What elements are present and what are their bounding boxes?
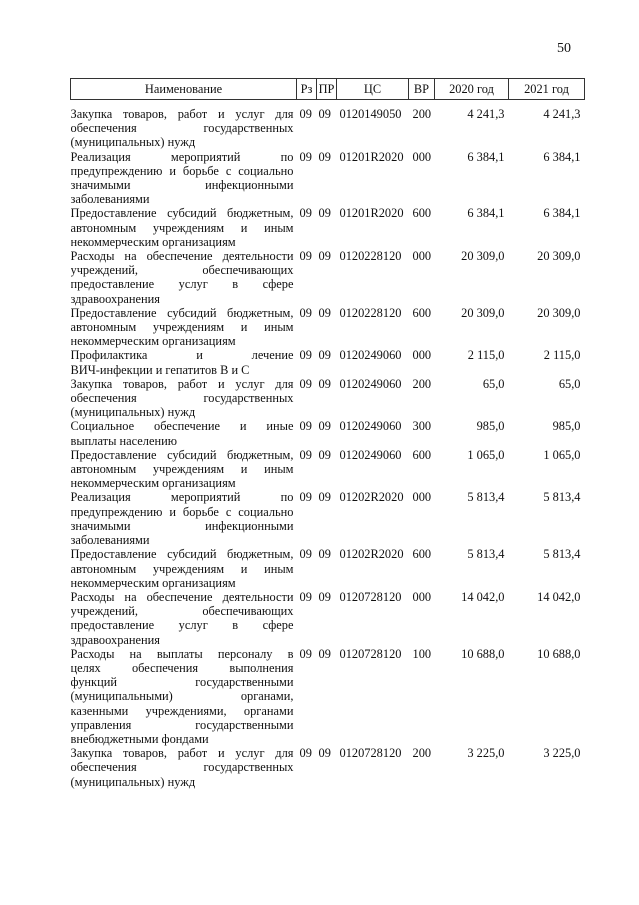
row-name-line: внебюджетными фондами bbox=[70, 731, 209, 746]
row-name bbox=[71, 547, 297, 590]
row-name-line: обеспечения государственных bbox=[70, 121, 294, 136]
row-cs: 0120249060 bbox=[339, 447, 402, 462]
row-name-line: Закупка товаров, работ и услуг для bbox=[70, 376, 294, 391]
row-rz: 09 bbox=[299, 419, 312, 434]
row-name bbox=[71, 490, 297, 547]
row-pr: 09 bbox=[318, 547, 331, 562]
table-row bbox=[71, 306, 585, 349]
row-pr: 09 bbox=[318, 589, 331, 604]
row-name-line: заболеваниями bbox=[70, 533, 150, 548]
row-2021: 3 225,0 bbox=[543, 746, 581, 761]
table-row bbox=[71, 448, 585, 491]
row-cs: 01202R2020 bbox=[339, 490, 404, 505]
row-name-line: предупреждению и борьбе с социально bbox=[70, 163, 294, 178]
row-rz: 09 bbox=[299, 149, 312, 164]
row-rz: 09 bbox=[299, 547, 312, 562]
row-name-line: предоставление услуг в сфере bbox=[70, 618, 294, 633]
row-vr: 100 bbox=[412, 646, 432, 661]
row-2020: 985,0 bbox=[476, 419, 505, 434]
row-pr: 09 bbox=[318, 107, 331, 121]
row-cs: 0120228120 bbox=[339, 305, 402, 320]
row-cs: 0120728120 bbox=[339, 589, 402, 604]
row-pr: 09 bbox=[318, 746, 331, 761]
row-pr: 09 bbox=[318, 249, 331, 264]
table-row bbox=[71, 348, 585, 376]
row-2020: 3 225,0 bbox=[467, 746, 505, 761]
row-rz: 09 bbox=[299, 206, 312, 221]
row-2021: 14 042,0 bbox=[537, 589, 581, 604]
row-name-line: (муниципальных) нужд bbox=[70, 135, 196, 150]
row-2020: 2 115,0 bbox=[467, 348, 505, 363]
row-2021: 2 115,0 bbox=[543, 348, 581, 363]
header-cs: ЦС bbox=[337, 79, 409, 100]
header-vr: ВР bbox=[409, 79, 435, 100]
table-row bbox=[71, 150, 585, 207]
row-2020: 10 688,0 bbox=[461, 646, 505, 661]
table-row bbox=[71, 419, 585, 447]
row-name bbox=[71, 590, 297, 647]
row-2020: 20 309,0 bbox=[461, 249, 505, 264]
row-2021: 5 813,4 bbox=[543, 547, 581, 562]
row-pr: 09 bbox=[318, 376, 331, 391]
row-vr: 300 bbox=[412, 419, 432, 434]
row-rz: 09 bbox=[299, 107, 312, 121]
header-name: Наименование bbox=[71, 79, 297, 100]
row-name-line: автономным учреждениям и иным bbox=[70, 220, 294, 235]
row-pr: 09 bbox=[318, 348, 331, 363]
row-name-line: функций государственными bbox=[70, 675, 294, 690]
row-vr: 000 bbox=[412, 589, 432, 604]
row-name-line: ВИЧ-инфекции и гепатитов В и С bbox=[70, 362, 250, 377]
row-name-line: обеспечения государственных bbox=[70, 391, 294, 406]
row-name-line: Предоставление субсидий бюджетным, bbox=[70, 547, 294, 562]
table-row bbox=[71, 490, 585, 547]
row-name-line: Закупка товаров, работ и услуг для bbox=[70, 746, 294, 761]
row-name-line: учреждений, обеспечивающих bbox=[70, 604, 294, 619]
row-name-line: Предоставление субсидий бюджетным, bbox=[70, 305, 294, 320]
row-name-line: Реализация мероприятий по bbox=[70, 490, 294, 505]
row-pr: 09 bbox=[318, 206, 331, 221]
row-name-line: здравоохранения bbox=[70, 632, 160, 647]
row-rz: 09 bbox=[299, 490, 312, 505]
row-vr: 200 bbox=[412, 376, 432, 391]
table-row bbox=[71, 377, 585, 420]
row-vr: 000 bbox=[412, 149, 432, 164]
row-name-line: Расходы на выплаты персоналу в bbox=[70, 646, 294, 661]
row-name-line: управления государственными bbox=[70, 717, 294, 732]
row-vr: 600 bbox=[412, 547, 432, 562]
row-rz: 09 bbox=[299, 746, 312, 761]
row-name-line: (муниципальных) нужд bbox=[70, 405, 196, 420]
header-2020: 2020 год bbox=[435, 79, 509, 100]
row-name-line: Социальное обеспечение и иные bbox=[70, 419, 294, 434]
row-vr: 600 bbox=[412, 305, 432, 320]
table-row bbox=[71, 249, 585, 306]
row-2020: 65,0 bbox=[482, 376, 505, 391]
row-cs: 0120249060 bbox=[339, 376, 402, 391]
row-cs: 0120728120 bbox=[339, 646, 402, 661]
row-2021: 6 384,1 bbox=[543, 149, 581, 164]
row-name bbox=[71, 150, 297, 207]
row-pr: 09 bbox=[318, 490, 331, 505]
row-rz: 09 bbox=[299, 305, 312, 320]
row-name-line: казенными учреждениями, органами bbox=[70, 703, 294, 718]
row-cs: 01202R2020 bbox=[339, 547, 404, 562]
row-pr: 09 bbox=[318, 646, 331, 661]
row-cs: 01201R2020 bbox=[339, 149, 404, 164]
row-name-line: Предоставление субсидий бюджетным, bbox=[70, 206, 294, 221]
row-rz: 09 bbox=[299, 646, 312, 661]
row-name-line: значимыми инфекционными bbox=[70, 178, 294, 193]
row-name-line: Расходы на обеспечение деятельности bbox=[70, 589, 294, 604]
row-name bbox=[71, 746, 297, 789]
page-number: 50 bbox=[557, 41, 571, 56]
row-name-line: целях обеспечения выполнения bbox=[70, 660, 294, 675]
row-vr: 600 bbox=[412, 206, 432, 221]
row-2020: 20 309,0 bbox=[461, 305, 505, 320]
row-cs: 0120728120 bbox=[339, 746, 402, 761]
row-name-line: автономным учреждениям и иным bbox=[70, 320, 294, 335]
row-name bbox=[71, 419, 297, 447]
row-rz: 09 bbox=[299, 348, 312, 363]
row-rz: 09 bbox=[299, 249, 312, 264]
budget-table bbox=[70, 78, 585, 789]
row-rz: 09 bbox=[299, 447, 312, 462]
row-cs: 0120249060 bbox=[339, 348, 402, 363]
row-2020: 5 813,4 bbox=[467, 547, 505, 562]
table-row bbox=[71, 647, 585, 746]
row-2021: 10 688,0 bbox=[537, 646, 581, 661]
row-name-line: учреждений, обеспечивающих bbox=[70, 263, 294, 278]
table-row bbox=[71, 590, 585, 647]
row-name-line: (муниципальными) органами, bbox=[70, 689, 294, 704]
row-name-line: Профилактика и лечение bbox=[70, 348, 294, 363]
row-name-line: Предоставление субсидий бюджетным, bbox=[70, 447, 294, 462]
header-2021: 2021 год bbox=[509, 79, 585, 100]
row-name-line: предоставление услуг в сфере bbox=[70, 277, 294, 292]
table-row bbox=[71, 107, 585, 150]
row-name-line: выплаты населению bbox=[70, 433, 177, 448]
row-cs: 01201R2020 bbox=[339, 206, 404, 221]
row-name bbox=[71, 306, 297, 349]
row-vr: 000 bbox=[412, 249, 432, 264]
header-pr: ПР bbox=[317, 79, 337, 100]
row-2020: 14 042,0 bbox=[461, 589, 505, 604]
row-name-line: Закупка товаров, работ и услуг для bbox=[70, 107, 294, 121]
row-2021: 985,0 bbox=[552, 419, 581, 434]
row-2020: 6 384,1 bbox=[467, 149, 505, 164]
row-2020: 1 065,0 bbox=[467, 447, 505, 462]
row-pr: 09 bbox=[318, 447, 331, 462]
row-pr: 09 bbox=[318, 419, 331, 434]
row-cs: 0120149050 bbox=[339, 107, 402, 121]
row-2020: 5 813,4 bbox=[467, 490, 505, 505]
row-cs: 0120228120 bbox=[339, 249, 402, 264]
row-name-line: обеспечения государственных bbox=[70, 760, 294, 775]
row-vr: 000 bbox=[412, 348, 432, 363]
row-name-line: некоммерческим организациям bbox=[70, 234, 236, 249]
row-name bbox=[71, 448, 297, 491]
row-2020: 6 384,1 bbox=[467, 206, 505, 221]
row-name bbox=[71, 249, 297, 306]
row-rz: 09 bbox=[299, 376, 312, 391]
row-pr: 09 bbox=[318, 149, 331, 164]
row-name-line: автономным учреждениям и иным bbox=[70, 462, 294, 477]
row-name bbox=[71, 377, 297, 420]
row-name-line: некоммерческим организациям bbox=[70, 476, 236, 491]
row-2021: 6 384,1 bbox=[543, 206, 581, 221]
row-name-line: здравоохранения bbox=[70, 291, 160, 306]
row-vr: 200 bbox=[412, 746, 432, 761]
row-name-line: (муниципальных) нужд bbox=[70, 774, 196, 789]
row-name bbox=[71, 107, 297, 150]
row-2021: 1 065,0 bbox=[543, 447, 581, 462]
row-pr: 09 bbox=[318, 305, 331, 320]
row-name-line: Расходы на обеспечение деятельности bbox=[70, 249, 294, 264]
table-body bbox=[71, 107, 585, 789]
row-name-line: Реализация мероприятий по bbox=[70, 149, 294, 164]
row-name bbox=[71, 348, 297, 376]
table-row bbox=[71, 746, 585, 789]
row-2021: 20 309,0 bbox=[537, 249, 581, 264]
row-name-line: предупреждению и борьбе с социально bbox=[70, 504, 294, 519]
table-row bbox=[71, 206, 585, 249]
table-row bbox=[71, 547, 585, 590]
row-name-line: значимыми инфекционными bbox=[70, 518, 294, 533]
row-2020: 4 241,3 bbox=[467, 107, 505, 121]
row-vr: 000 bbox=[412, 490, 432, 505]
row-name bbox=[71, 206, 297, 249]
row-2021: 65,0 bbox=[558, 376, 581, 391]
table-header bbox=[71, 79, 585, 108]
row-2021: 4 241,3 bbox=[543, 107, 581, 121]
header-rz: Рз bbox=[297, 79, 317, 100]
row-2021: 20 309,0 bbox=[537, 305, 581, 320]
row-vr: 600 bbox=[412, 447, 432, 462]
row-name-line: некоммерческим организациям bbox=[70, 575, 236, 590]
row-rz: 09 bbox=[299, 589, 312, 604]
row-name-line: некоммерческим организациям bbox=[70, 334, 236, 349]
row-name bbox=[71, 647, 297, 746]
row-vr: 200 bbox=[412, 107, 432, 121]
row-name-line: автономным учреждениям и иным bbox=[70, 561, 294, 576]
row-name-line: заболеваниями bbox=[70, 192, 150, 207]
row-2021: 5 813,4 bbox=[543, 490, 581, 505]
row-cs: 0120249060 bbox=[339, 419, 402, 434]
